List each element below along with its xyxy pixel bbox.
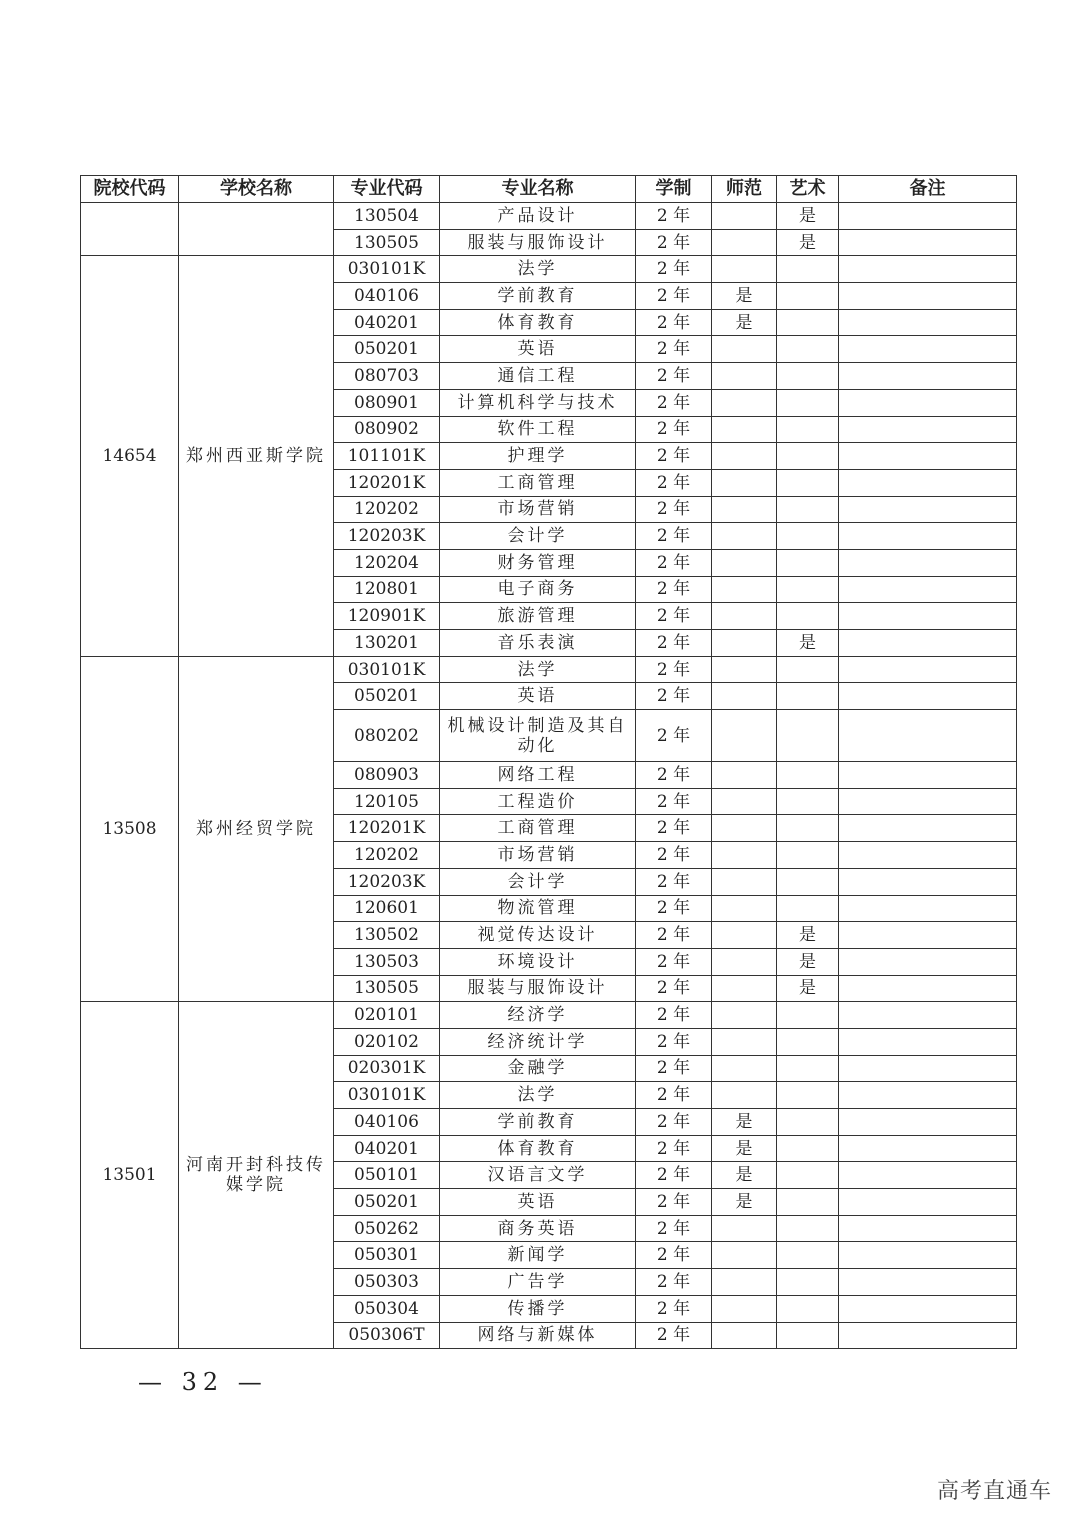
art-cell [777,1135,839,1162]
header-major-name: 专业名称 [440,176,636,203]
normal-cell [712,1322,777,1349]
major-name-cell: 工商管理 [440,815,636,842]
normal-cell [712,842,777,869]
art-cell: 是 [777,630,839,657]
major-name-cell: 服装与服饰设计 [440,229,636,256]
normal-cell [712,549,777,576]
art-cell [777,1002,839,1029]
duration-cell: 2 年 [636,256,712,283]
art-cell: 是 [777,229,839,256]
major-name-cell: 网络工程 [440,762,636,789]
major-code-cell: 050201 [334,1189,440,1216]
table-row [81,656,1017,683]
note-cell [839,1269,1017,1296]
normal-cell [712,922,777,949]
art-cell [777,496,839,523]
art-cell [777,469,839,496]
major-name-cell: 金融学 [440,1055,636,1082]
note-cell [839,948,1017,975]
art-cell [777,309,839,336]
duration-cell: 2 年 [636,762,712,789]
note-cell [839,1215,1017,1242]
note-cell [839,203,1017,230]
major-name-cell: 财务管理 [440,549,636,576]
duration-cell: 2 年 [636,309,712,336]
normal-cell [712,389,777,416]
normal-cell [712,1269,777,1296]
major-name-cell: 市场营销 [440,496,636,523]
note-cell [839,922,1017,949]
art-cell [777,842,839,869]
major-code-cell: 080901 [334,389,440,416]
note-cell [839,1082,1017,1109]
major-name-cell: 学前教育 [440,283,636,310]
major-code-cell: 020101 [334,1002,440,1029]
major-name-cell: 经济统计学 [440,1028,636,1055]
duration-cell: 2 年 [636,576,712,603]
normal-cell [712,469,777,496]
table-body [81,203,1017,1349]
art-cell [777,656,839,683]
note-cell [839,283,1017,310]
duration-cell: 2 年 [636,630,712,657]
header-school-code: 院校代码 [81,176,179,203]
art-cell [777,336,839,363]
normal-cell [712,416,777,443]
art-cell [777,1215,839,1242]
note-cell [839,603,1017,630]
duration-cell: 2 年 [636,1055,712,1082]
duration-cell: 2 年 [636,975,712,1002]
note-cell [839,630,1017,657]
art-cell [777,443,839,470]
note-cell [839,443,1017,470]
table-row [81,1002,1017,1029]
major-name-cell: 体育教育 [440,1135,636,1162]
note-cell [839,1002,1017,1029]
major-name-cell: 会计学 [440,868,636,895]
duration-cell: 2 年 [636,469,712,496]
duration-cell: 2 年 [636,1189,712,1216]
art-cell [777,1028,839,1055]
major-code-cell: 080903 [334,762,440,789]
duration-cell: 2 年 [636,1322,712,1349]
art-cell [777,1322,839,1349]
note-cell [839,416,1017,443]
header-normal: 师范 [712,176,777,203]
duration-cell: 2 年 [636,1162,712,1189]
note-cell [839,576,1017,603]
note-cell [839,788,1017,815]
note-cell [839,1242,1017,1269]
major-name-cell: 音乐表演 [440,630,636,657]
art-cell [777,815,839,842]
duration-cell: 2 年 [636,868,712,895]
note-cell [839,229,1017,256]
note-cell [839,1055,1017,1082]
school-code-cell: 13501 [81,1002,179,1349]
art-cell [777,549,839,576]
duration-cell: 2 年 [636,683,712,710]
art-cell: 是 [777,975,839,1002]
normal-cell [712,443,777,470]
major-name-cell: 法学 [440,656,636,683]
note-cell [839,762,1017,789]
normal-cell [712,710,777,762]
school-name-cell [179,203,334,256]
major-code-cell: 120201K [334,815,440,842]
major-name-cell: 电子商务 [440,576,636,603]
note-cell [839,683,1017,710]
duration-cell: 2 年 [636,815,712,842]
note-cell [839,469,1017,496]
normal-cell [712,203,777,230]
note-cell [839,256,1017,283]
art-cell [777,603,839,630]
major-code-cell: 050303 [334,1269,440,1296]
art-cell [777,1109,839,1136]
art-cell [777,283,839,310]
school-code-cell: 14654 [81,256,179,656]
note-cell [839,710,1017,762]
note-cell [839,309,1017,336]
duration-cell: 2 年 [636,710,712,762]
major-code-cell: 120801 [334,576,440,603]
major-name-cell: 物流管理 [440,895,636,922]
normal-cell [712,630,777,657]
major-code-cell: 120203K [334,868,440,895]
major-name-cell: 法学 [440,256,636,283]
note-cell [839,1189,1017,1216]
header-note: 备注 [839,176,1017,203]
duration-cell: 2 年 [636,788,712,815]
duration-cell: 2 年 [636,496,712,523]
major-code-cell: 120203K [334,523,440,550]
major-code-cell: 020301K [334,1055,440,1082]
art-cell: 是 [777,922,839,949]
major-code-cell: 080703 [334,363,440,390]
major-code-cell: 130201 [334,630,440,657]
major-code-cell: 050304 [334,1295,440,1322]
normal-cell [712,336,777,363]
note-cell [839,363,1017,390]
major-name-cell: 软件工程 [440,416,636,443]
major-code-cell: 130505 [334,229,440,256]
major-code-cell: 040106 [334,283,440,310]
normal-cell [712,656,777,683]
note-cell [839,1135,1017,1162]
major-code-cell: 040106 [334,1109,440,1136]
normal-cell [712,788,777,815]
duration-cell: 2 年 [636,1028,712,1055]
normal-cell: 是 [712,1189,777,1216]
normal-cell [712,1215,777,1242]
major-name-cell: 传播学 [440,1295,636,1322]
duration-cell: 2 年 [636,1135,712,1162]
note-cell [839,842,1017,869]
normal-cell [712,1242,777,1269]
major-name-cell: 英语 [440,683,636,710]
major-code-cell: 120601 [334,895,440,922]
normal-cell [712,683,777,710]
art-cell [777,868,839,895]
school-name-cell: 郑州西亚斯学院 [179,256,334,656]
art-cell [777,363,839,390]
art-cell [777,389,839,416]
normal-cell: 是 [712,309,777,336]
major-code-cell: 130503 [334,948,440,975]
normal-cell [712,1055,777,1082]
art-cell [777,710,839,762]
note-cell [839,975,1017,1002]
art-cell [777,1242,839,1269]
major-code-cell: 120202 [334,842,440,869]
normal-cell: 是 [712,1135,777,1162]
major-name-cell: 计算机科学与技术 [440,389,636,416]
normal-cell [712,576,777,603]
duration-cell: 2 年 [636,389,712,416]
note-cell [839,1322,1017,1349]
major-name-cell: 英语 [440,336,636,363]
major-code-cell: 050301 [334,1242,440,1269]
duration-cell: 2 年 [636,523,712,550]
duration-cell: 2 年 [636,283,712,310]
note-cell [839,868,1017,895]
normal-cell [712,523,777,550]
art-cell [777,1189,839,1216]
duration-cell: 2 年 [636,842,712,869]
duration-cell: 2 年 [636,549,712,576]
major-name-cell: 汉语言文学 [440,1162,636,1189]
duration-cell: 2 年 [636,203,712,230]
major-code-cell: 050201 [334,683,440,710]
normal-cell: 是 [712,1109,777,1136]
majors-table-container [80,175,1016,1349]
note-cell [839,815,1017,842]
normal-cell [712,762,777,789]
major-name-cell: 法学 [440,1082,636,1109]
major-code-cell: 050101 [334,1162,440,1189]
major-code-cell: 080202 [334,710,440,762]
major-code-cell: 040201 [334,1135,440,1162]
art-cell [777,895,839,922]
major-name-cell: 体育教育 [440,309,636,336]
major-name-cell: 通信工程 [440,363,636,390]
art-cell [777,788,839,815]
major-code-cell: 030101K [334,1082,440,1109]
major-name-cell: 工商管理 [440,469,636,496]
normal-cell [712,229,777,256]
major-name-cell: 会计学 [440,523,636,550]
normal-cell [712,1295,777,1322]
header-art: 艺术 [777,176,839,203]
art-cell [777,1269,839,1296]
major-name-cell: 经济学 [440,1002,636,1029]
major-name-cell: 广告学 [440,1269,636,1296]
major-code-cell: 050201 [334,336,440,363]
duration-cell: 2 年 [636,1082,712,1109]
major-code-cell: 120201K [334,469,440,496]
duration-cell: 2 年 [636,603,712,630]
normal-cell [712,975,777,1002]
note-cell [839,523,1017,550]
major-code-cell: 020102 [334,1028,440,1055]
art-cell [777,416,839,443]
normal-cell [712,1002,777,1029]
note-cell [839,1162,1017,1189]
art-cell [777,762,839,789]
school-code-cell: 13508 [81,656,179,1002]
duration-cell: 2 年 [636,948,712,975]
header-school-name: 学校名称 [179,176,334,203]
normal-cell [712,948,777,975]
major-code-cell: 120202 [334,496,440,523]
major-name-cell: 网络与新媒体 [440,1322,636,1349]
duration-cell: 2 年 [636,922,712,949]
duration-cell: 2 年 [636,1269,712,1296]
major-name-cell: 护理学 [440,443,636,470]
major-code-cell: 130505 [334,975,440,1002]
normal-cell [712,256,777,283]
normal-cell [712,496,777,523]
major-code-cell: 050306T [334,1322,440,1349]
normal-cell [712,895,777,922]
table-header-row [81,176,1017,203]
duration-cell: 2 年 [636,1002,712,1029]
art-cell: 是 [777,203,839,230]
major-name-cell: 产品设计 [440,203,636,230]
duration-cell: 2 年 [636,1295,712,1322]
art-cell [777,523,839,550]
major-name-cell: 机械设计制造及其自动化 [440,710,636,762]
major-code-cell: 080902 [334,416,440,443]
art-cell [777,256,839,283]
majors-table [80,175,1017,1349]
major-name-cell: 旅游管理 [440,603,636,630]
art-cell [777,576,839,603]
duration-cell: 2 年 [636,336,712,363]
school-code-cell [81,203,179,256]
note-cell [839,389,1017,416]
art-cell [777,1162,839,1189]
major-name-cell: 学前教育 [440,1109,636,1136]
art-cell [777,1295,839,1322]
normal-cell [712,868,777,895]
normal-cell: 是 [712,283,777,310]
major-name-cell: 环境设计 [440,948,636,975]
duration-cell: 2 年 [636,443,712,470]
header-duration: 学制 [636,176,712,203]
duration-cell: 2 年 [636,416,712,443]
art-cell: 是 [777,948,839,975]
duration-cell: 2 年 [636,656,712,683]
duration-cell: 2 年 [636,895,712,922]
normal-cell [712,1028,777,1055]
major-name-cell: 新闻学 [440,1242,636,1269]
major-code-cell: 030101K [334,256,440,283]
normal-cell: 是 [712,1162,777,1189]
duration-cell: 2 年 [636,229,712,256]
table-row [81,203,1017,230]
school-name-cell: 河南开封科技传媒学院 [179,1002,334,1349]
normal-cell [712,363,777,390]
major-code-cell: 130502 [334,922,440,949]
normal-cell [712,815,777,842]
note-cell [839,656,1017,683]
duration-cell: 2 年 [636,1109,712,1136]
note-cell [839,549,1017,576]
normal-cell [712,1082,777,1109]
note-cell [839,895,1017,922]
note-cell [839,1295,1017,1322]
note-cell [839,1028,1017,1055]
major-name-cell: 英语 [440,1189,636,1216]
normal-cell [712,603,777,630]
duration-cell: 2 年 [636,1242,712,1269]
note-cell [839,1109,1017,1136]
school-name-cell: 郑州经贸学院 [179,656,334,1002]
major-name-cell: 服装与服饰设计 [440,975,636,1002]
header-major-code: 专业代码 [334,176,440,203]
major-name-cell: 市场营销 [440,842,636,869]
major-name-cell: 视觉传达设计 [440,922,636,949]
major-code-cell: 040201 [334,309,440,336]
major-name-cell: 商务英语 [440,1215,636,1242]
major-code-cell: 101101K [334,443,440,470]
major-name-cell: 工程造价 [440,788,636,815]
note-cell [839,496,1017,523]
art-cell [777,1082,839,1109]
major-code-cell: 120105 [334,788,440,815]
watermark: 高考直通车 [936,1479,1052,1504]
duration-cell: 2 年 [636,1215,712,1242]
art-cell [777,683,839,710]
major-code-cell: 120901K [334,603,440,630]
note-cell [839,336,1017,363]
duration-cell: 2 年 [636,363,712,390]
page-number: — 32 — [138,1368,268,1396]
art-cell [777,1055,839,1082]
table-row [81,256,1017,283]
major-code-cell: 030101K [334,656,440,683]
major-code-cell: 130504 [334,203,440,230]
major-code-cell: 120204 [334,549,440,576]
major-code-cell: 050262 [334,1215,440,1242]
